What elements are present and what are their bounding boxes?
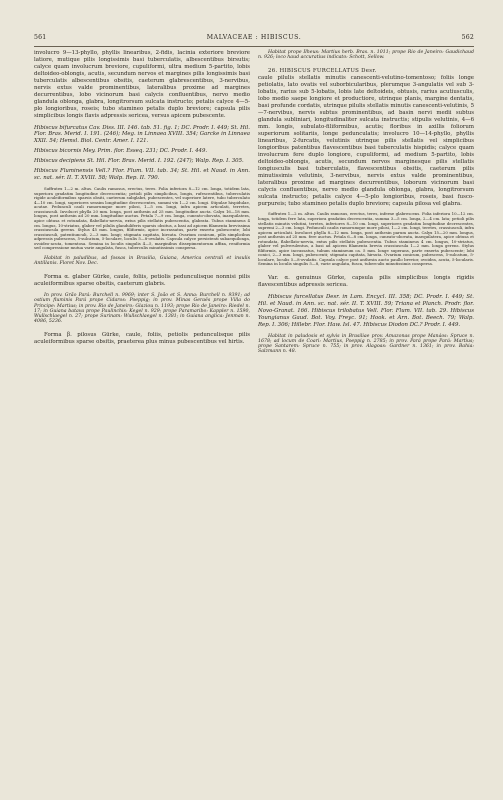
header-rule [34,46,474,47]
species-description: Suffrutex 1—2 m. altus. Caulis ramosus, erectus, teres, inferne glabrescens. Folia inferiora 10—12 cm. longa, totidem fere lata, superiora gradatim decrescentia, summa 3—5 cm. longa, 2—4 cm. lata; petioli pilis stellatis minutis velutini, teretes, inferiores 8—10 cm. longi, superiores gradatim longitudine decrescentes, supremi 2—3 cm. longi. Pedunculi caulis ramorumque more pilosi, 1—2 cm. longi, teretes, crassiusculi, infra apicem articulati. Involucri phylla 8—12 mm. longa, post anthesin parum aucta. Calyx 15—20 mm. longus, post anthesin ad 25 mm. fere auctus. Petala 6—8 cm. longa, cuneato-obovata, inaequilatera, apice obtusa et rotundata, flabellato-nervia, extus pilis stellatis pubescentia. Tubus stamineus 4 cm. longus, 10-striatus, glaber vel pulverulentus, a basi ad apicem filamenta brevia crassiuscula 1—2 mm. longa gerens. Stylus filiformis, apice incrassatus, tubum stamineum ca. 5 mm. longe superans, parte exserta pubescente; lobi conici, 2—3 mm. longi, pubescenti; stigmata capitata, hirsuta. Ovarium conicum, pubescens, 5-sulcatum, 5-loculare, loculis 5—8-ovulatis. Capsula calyce post anthesin aucto paullo brevior, ovoidea, acuta, 5-locularis. Semina in loculis singulis 5—8, varie angulata, fusca, tuberculis minutissimis conspersa. [258,211,474,267]
synonym-2: Hibiscus bicornis Mey. Prim. flor. Esseq. 231; DC. Prodr. I. 449. [34,148,208,155]
habitat: Habitat in paludibus, ad fossas in Brasilia, Guiana, America centrali et insulis Antillanis. Floret Nov. Dec. [34,255,250,267]
synonym-1: Hibiscus bifurcatus Cav. Diss. III. 146. tab. 51. fig. 1; DC. Prodr. I. 449; St. Hil. Flor. Bras. Merid. I. 191. (246); Meg. in Linnaea XVIII. 354; Garcke in Linnaea XXII. 54; Hemsl. Biol. Centr. Amer. I. 121. [34,124,250,145]
forma-pilosus: Forma β. pilosus Gürke, caule, foliis, petiolis pedunculisque pilis aculeiformibus sparse obsitis, praeterea plus minus pubescentibus vel hirtis. [34,332,250,346]
page-number-right: 562 [461,34,474,41]
variety-genuinus: Var. α. genuinus Gürke, capsula pilis simplicibus longis rigidis flavescentibus adpressis sericea. [258,275,474,288]
forma-glaber: Forma α. glaber Gürke, caule, foliis, petiolis pedunculisque nonnisi pilis aculeiformibus sparse obsitis, caeterum glabris. [34,274,250,288]
species-heading: 26. HIBISCUS FURCELLATUS Desr. [268,68,377,75]
running-title: MALVACEAE : HIBISCUS. [206,34,302,41]
left-column [34,50,250,346]
pilosus-localities: Habitat prope Ilheus: Martius herb. Bras. n. 1011; prope Rio de Janeiro: Gaudichaud n. 926; loco haud accuratius indicato: Schott, Sellow. [258,50,474,61]
right-column [258,50,474,355]
synonym-4: Hibiscus Fluminensis Vell.? Flor. Flum. VII. tab. 34; St. Hil. et Naud. in Ann. sc. nat. sér. II. T. XVIII. 58; Walp. Rep. II. 790. [34,168,250,182]
species-synonyms: Hibiscus furcellatus Desr. in Lam. Encycl. III. 358; DC. Prodr. I. 449; St. Hil. et Naud. in Ann. sc. nat. sér. II. T. XVIII. 59; Triana et Planch. Prodr. flor. Novo-Granat. 166. Hibiscus trilobatus Vell. Flor. Flum. VII. tab. 29. Hibiscus Youngianus Gaud. Bot. Voy. Freyc. 91; Hook. et Arn. Bot. Beech. 79; Walp. Rep. I. 306; Hillebr. Flor. Haw. Isl. 47. Hibiscus Diodon DC.? Prodr. I. 449. [258,293,474,328]
forma-glaber-localities: In prov. Grão Pará: Burchell n. 9969; inter S. João et S. Anna: Burchell n. 9391; ad ostium fluminis Pará prope Cidaros: Poeppig; in prov. Minas Geraës prope Villa do Principe: Martius; in prov. Rio de Janeiro: Glaziou n. 1193; prope Rio de Janeiro: Riedel n. 17; in Guiana batava prope Paulinchis: Kegel n. 929; prope Paramaribo: Kappler n. 1590, Wullschlaegel n. 27; prope Surinam: Wullschlaegel n. 1381; in Guiana anglica: Jenman n. 4086, 5236. [34,293,250,325]
diagnosis-continued: involucro 9—13-phyllo, phyllis linearibus, 2-fidis, lacinia exteriore breviore latiore, mutique pilis longissimis basi tuberculatis, albescentibus birsutis; calyce quam involucrum breviore, cupuliformi, ultra medium 5-partito, lobis deltoideo-oblongis, acutis, secundum nervos et margines pilis longissimis basi tuberculatis albescentibus obsitis, caeterum glabrescentibus, 3-nervibus, nervis extus valde prominentibus, lateralibus proxime ad margines decurrentibus, lobo vicinorum basi calycis confluentibus, nervo medio glandula oblonga, glabra, longitrorsum sulcata instructo; petalis calyce 4—5-plo longioribus, roseis; tubo stamineo petalis duplo breviore; capsula pilis simplicibus longis flavis adpressis sericea, versus apicem pubescente. [34,50,250,119]
synonym-3: Hibiscus decipiens St. Hil. Flor. Bras. Merid. I. 192. (247); Walp. Rep. I. 305. [34,158,244,165]
page-number-left: 561 [34,34,47,41]
species-habitat: Habitat in paludosis et sylvis in Brasiliae prov. Amazonas prope Manáos: Spruce n. 1678; ad locum de Coari: Martius, Poeppig n. 2785; in prov. Pará prope Pará: Martius; prope Santarem: Spruce n. 755; in prov. Alagoas: Gardner n. 1361; in prov. Bahia: Salzmann n. 48. [258,333,474,355]
description: Suffrutex 1—2 m. altus. Caulis ramosus, erectus, teres. Folia inferiora 8—12 cm. longa, totidem lata, superiora gradatim longitudine decrescentia; petioli pilis simplicibus, longis, rufescentibus, tuberculatis rigide aculeiformibus sparsis obsiti, caeterum subglabri, pubescentes, vel superiore latere, tubo tuberculato 4—10 cm. longi, superiores sensim longitudine decrescentes, summi vix 1—2 cm. longi. Stipulae hispidulae, acutae. Pedunculi cauli ramorumque more pilosi, 1—5 cm. longi, infra apicem articulati, terretes, crassiusculi. Involucri phylla 20 mm. longa, post anthesin ad 25 mm. longitudine aucta. Calyx 16—18 mm. longus, post anthesin ad 20 mm. longitudine auctus. Petala 7—9 cm. longa, cuneato-obovata, inaequilatera, apice obtusa et rotundata, flabellato-nervia, extus pilis stellatis pubescentia, glabrata. Tubus stamineus 4 cm. longus, 10-striatus, glaber vel pilulis glanduliferis sparsis obsitus, a basi ad apicem filamenta brevissima crassiuscula gerens. Stylus 45 mm. longus, filiformis, apice incrassatus, parte exserta pubescente; lobi crassiusculi, patentiunculi, 2—3 mm. longi; stigmata capitata, hirsuta. Ovarium conicum, pilis simplicibus adpressis pubescens, 5-sulcatum, 5-loculare, loculis 5—8-ovulatis. Capsula calyce persistenti subaequilonga, ovoideo-acuta, tomentosa. Semina in loculis singulis 4—5, marginibus dissepimentorum affixa, reniformia sed compressione mutua varie angulata, fusca, tuberculis minutissimis conspersa. [34,186,250,251]
species-diagnosis: caule pilulis stellatis minutis canescenti-velutino-tomentoso; foliis longe petiolatis, lato ovatis vel suborbicularibus, plerumque 3-angulatis vel sub 3-lobatis, rarius sub 5-lobatis, lobis late deltoideis, obtusis, rarius acutiusculis, lobo medio saepe longiore et productiore, utrinque planis, margine dentatis, basi profunde cordatis, utrinque pilulis stellatis minutis canescenti-velutinis, 5—7-nervibus, nervis subtus prominentibus, ad basin nervi medii subtus glandula subliniari, longitudinaliter sulcata instructis; stipulis velutinis, 4—6 mm. longis, subulato-filiformibus, acutis; floribus in axillis foliorum superiorum solitariis, longe pedunculatis; involucro 10—14-phyllo, phyllis linearibus, 2-furcatis, velutinis utrinque pilis stellatis vel simplicibus longioribus patentibus flavescentibus basi tuberculatis hispidis; calyce quam involucrum fere duplo longiore, cupuliformi, ad medium 5-partito, lobis deltoideo-oblongis, acutis, secundum nervos marginesque pilis stellatis longiusculis basi tuberculatis, flavescentibus obsitis, caeterum pilis minutissimis velutinis, 3-nervibus, nervis extus valde prominentibus, lateralibus proxime ad margines decurrentibus, loborum vicinorum basi calycis confluentibus, nervo medio glandula oblonga, glabra, longitrorsum sulcata instructo; petalis calyce 4—5-plo longioribus, roseis, basi fusco-purpureis; tubo stamineo petalis duplo breviore; capsula pilosa vel glabra. [258,75,474,207]
running-header [34,34,474,44]
